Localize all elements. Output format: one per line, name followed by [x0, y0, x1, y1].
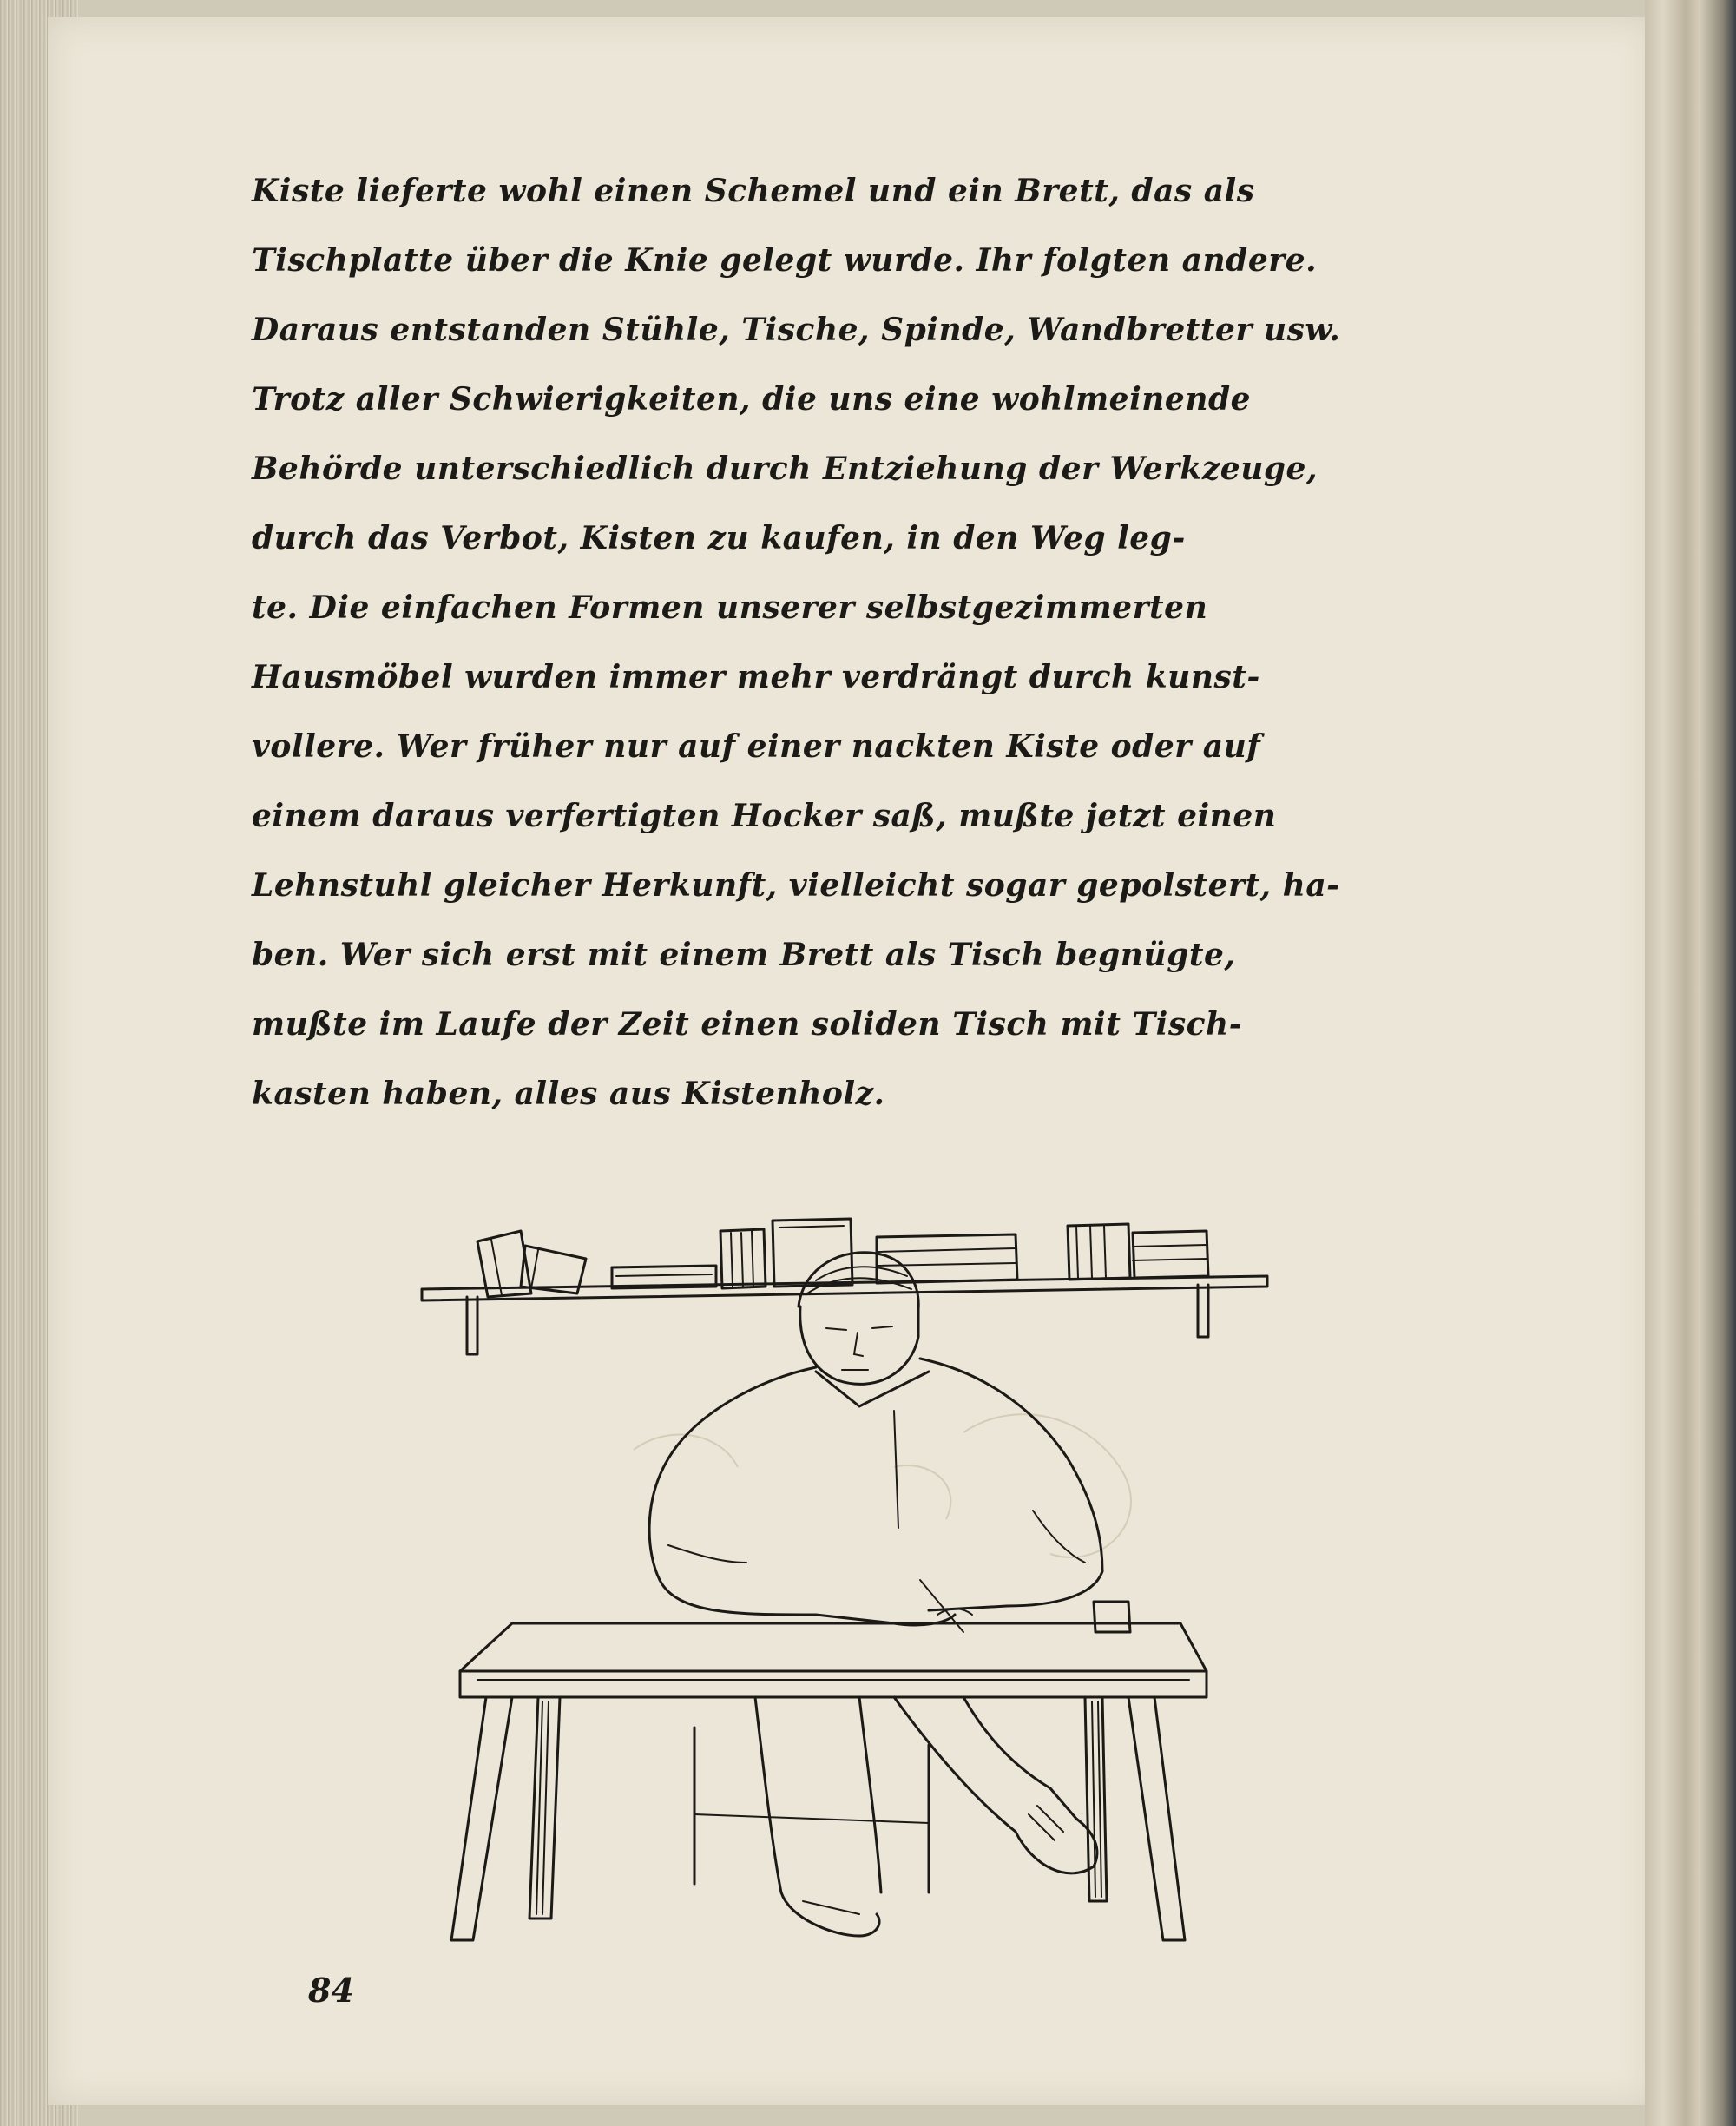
text-line: mußte im Laufe der Zeit einen soliden Tisch mit Tisch-	[252, 1006, 1243, 1043]
handwritten-text	[252, 156, 1519, 1129]
illustration-man-writing	[408, 1207, 1293, 1971]
text-line: Tischplatte über die Knie gelegt wurde. Ihr folgten andere.	[252, 242, 1318, 279]
text-line: Behörde unterschiedlich durch Entziehung der Werkzeuge,	[252, 451, 1318, 487]
text-line: Daraus entstanden Stühle, Tische, Spinde, Wandbretter usw.	[252, 312, 1341, 348]
page-number: 84	[308, 1971, 354, 2010]
stool	[694, 1728, 929, 1892]
text-line: Kiste lieferte wohl einen Schemel und ein Brett, das als	[252, 173, 1255, 209]
text-line: Trotz aller Schwierigkeiten, die uns eine wohlmeinende	[252, 381, 1252, 418]
text-line: kasten haben, alles aus Kistenholz.	[252, 1076, 885, 1112]
text-line: Lehnstuhl gleicher Herkunft, vielleicht sogar gepolstert, ha-	[252, 867, 1340, 904]
text-line: Hausmöbel wurden immer mehr verdrängt durch kunst-	[252, 659, 1260, 695]
table	[451, 1602, 1207, 1940]
show-through-sketch	[634, 1414, 1131, 1557]
text-line: ben. Wer sich erst mit einem Brett als Tisch begnügte,	[252, 937, 1236, 973]
text-line: te. Die einfachen Formen unserer selbstgezimmerten	[252, 589, 1208, 626]
text-line: vollere. Wer früher nur auf einer nackten Kiste oder auf	[252, 728, 1261, 765]
man	[649, 1253, 1102, 1632]
books	[477, 1219, 1208, 1297]
book-gutter	[1645, 0, 1736, 2126]
man-legs	[755, 1697, 1097, 1936]
text-line: einem daraus verfertigten Hocker saß, mußte jetzt einen	[252, 798, 1277, 834]
wall-shelf	[422, 1276, 1267, 1354]
text-line: durch das Verbot, Kisten zu kaufen, in den Weg leg-	[252, 520, 1186, 556]
